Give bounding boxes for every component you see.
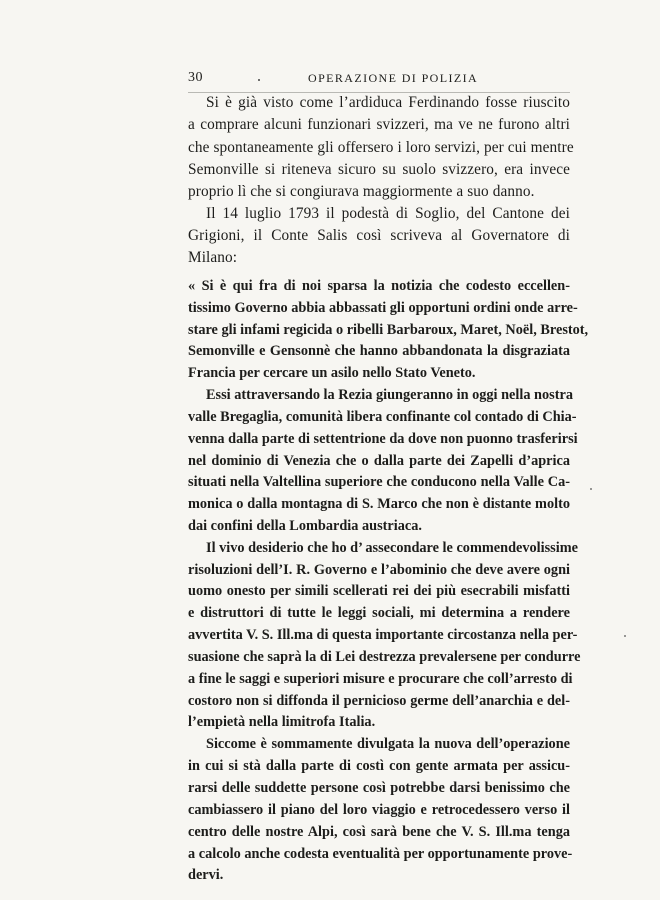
text-line: Siccome è sommamente divulgata la nuova dell’operazione	[206, 736, 570, 752]
text-line: uomo onesto per simili scellerati rei dei più esecrabili misfatti	[188, 583, 570, 599]
text-line: situati nella Valtellina superiore che conducono nella Valle Ca-	[188, 474, 570, 490]
text-line: rarsi delle suddette persone così potrebbe darsi benissimo che	[188, 780, 570, 796]
text-line: Il vivo desiderio che ho d’ assecondare le commendevolissime	[206, 540, 578, 556]
text-line: dai confini della Lombardia austriaca.	[188, 518, 422, 534]
page-header	[188, 70, 570, 90]
paper-speck	[624, 635, 626, 637]
text-line: Essi attraversando la Rezia giungeranno in oggi nella nostra	[206, 387, 573, 403]
text-line: valle Bregaglia, comunità libera confinante col contado di Chia-	[188, 409, 577, 425]
running-head: OPERAZIONE DI POLIZIA	[308, 71, 479, 85]
text-line: centro delle nostre Alpi, così sarà bene che V. S. Ill.ma tenga	[188, 824, 570, 840]
text-line: tissimo Governo abbia abbassati gli opportuni ordini onde arre-	[188, 300, 578, 316]
text-line: monica o dalla montagna di S. Marco che non è distante molto	[188, 496, 570, 512]
text-line: Milano:	[188, 249, 238, 266]
paper-speck	[590, 488, 592, 490]
text-line: proprio lì che si congiurava maggiormente a suo danno.	[188, 183, 535, 200]
text-line: che spontaneamente gli offersero i loro servizi, per cui mentre	[188, 139, 574, 156]
header-dot	[258, 79, 260, 81]
text-line: in cui si stà dalla parte di costì con gente armata per assicu-	[188, 758, 570, 774]
text-line: « Si è qui fra di noi sparsa la notizia che codesto eccellen-	[188, 278, 570, 294]
text-line: risoluzioni dell’I. R. Governo e l’abominio che deve avere ogni	[188, 562, 570, 578]
text-line: venna dalla parte di settentrione da dove non puonno trasferirsi	[188, 431, 578, 447]
text-line: a calcolo anche codesta eventualità per opportunamente prove-	[188, 846, 573, 862]
text-line: a comprare alcuni funzionari svizzeri, ma ve ne furono altri	[188, 116, 570, 133]
text-line: Il 14 luglio 1793 il podestà di Soglio, del Cantone dei	[206, 205, 570, 222]
text-line: suasione che saprà la di Lei destrezza prevalersene per condurre	[188, 649, 581, 665]
text-line: avvertita V. S. Ill.ma di questa importante circostanza nella per-	[188, 627, 578, 643]
text-line: l’empietà nella limitrofa Italia.	[188, 714, 376, 730]
text-line: costoro non si diffonda il pernicioso germe dell’anarchia e del-	[188, 693, 570, 709]
text-line: stare gli infami regicida o ribelli Barbaroux, Maret, Noël, Brestot,	[188, 322, 589, 338]
text-line: Francia per cercare un asilo nello Stato Veneto.	[188, 365, 476, 381]
text-line: nel dominio di Venezia che o dalla parte dei Zapelli d’aprica	[188, 453, 570, 469]
text-line: Grigioni, il Conte Salis così scriveva al Governatore di	[188, 227, 570, 244]
text-line: dervi.	[188, 867, 224, 883]
text-line: Si è già visto come l’ardiduca Ferdinando fosse riuscito	[206, 94, 570, 111]
text-line: Semonville e Gensonnè che hanno abbandonata la disgraziata	[188, 343, 570, 359]
text-line: cambiassero il piano del loro viaggio e retrocedessero verso il	[188, 802, 570, 818]
text-line: Semonville si riteneva sicuro su suolo svizzero, era invece	[188, 161, 570, 178]
text-line: e distruttori di tutte le leggi sociali, mi determina a rendere	[188, 605, 570, 621]
page-number: 30	[188, 70, 203, 85]
text-line: a fine le saggi e superiori misure e procurare che coll’arresto di	[188, 671, 573, 687]
